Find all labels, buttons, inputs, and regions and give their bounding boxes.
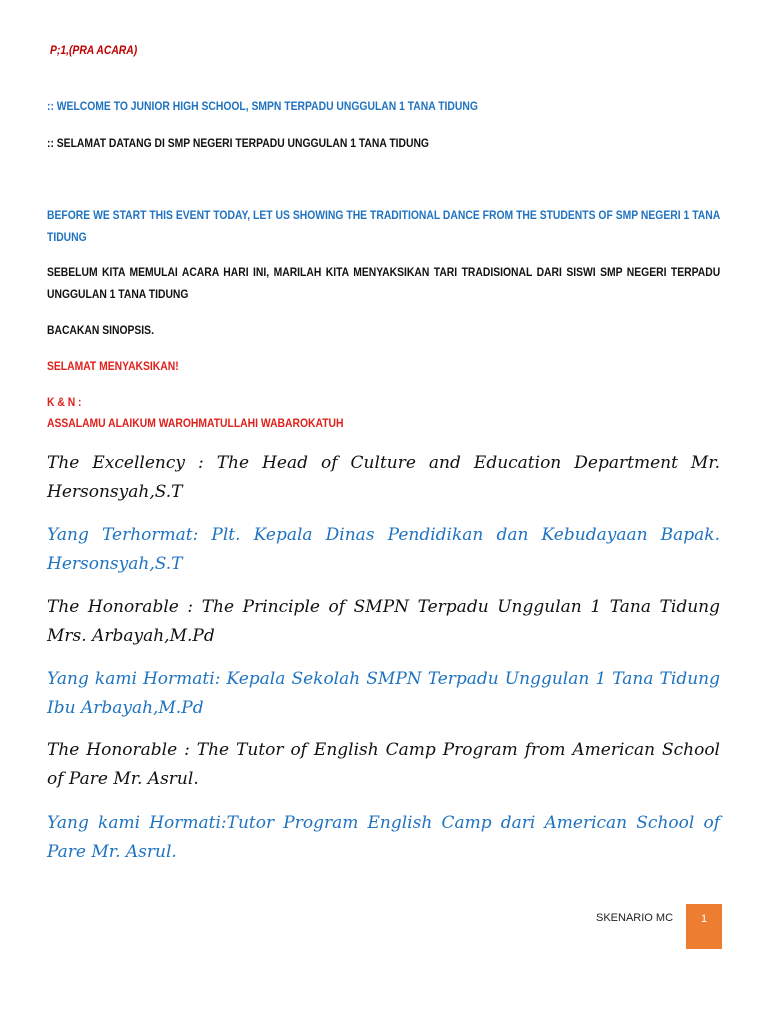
welcome-indonesian: :: SELAMAT DATANG DI SMP NEGERI TERPADU UNGGULAN 1 TANA TIDUNG xyxy=(47,138,429,150)
greeting-indonesian-1: Yang Terhormat: Plt. Kepala Dinas Pendidikan dan Kebudayaan Bapak. Hersonsyah,S.T xyxy=(47,525,720,574)
footer-label: SKENARIO MC xyxy=(596,912,674,924)
greeting-english-3: The Honorable : The Tutor of English Camp Program from American School of Pare Mr. Asrul. xyxy=(47,740,720,789)
salam-text: ASSALAMU ALAIKUM WAROHMATULLAHI WABAROKATUH xyxy=(47,418,344,430)
greeting-indonesian-2: Yang kami Hormati: Kepala Sekolah SMPN Terpadu Unggulan 1 Tana Tidung Ibu Arbayah,M.Pd xyxy=(47,669,720,718)
synopsis-instruction: BACAKAN SINOPSIS. xyxy=(47,325,154,337)
section-heading: P;1,(PRA ACARA) xyxy=(50,45,138,57)
intro-indonesian: SEBELUM KITA MEMULAI ACARA HARI INI, MARILAH KITA MENYAKSIKAN TARI TRADISIONAL DARI SISWI SMP NEGERI TERPADU UNGGULAN 1 TANA TIDUNG xyxy=(47,267,721,301)
welcome-english: :: WELCOME TO JUNIOR HIGH SCHOOL, SMPN TERPADU UNGGULAN 1 TANA TIDUNG xyxy=(47,101,478,113)
kn-label: K & N : xyxy=(47,397,82,409)
enjoy-text: SELAMAT MENYAKSIKAN! xyxy=(47,361,179,373)
greeting-english-2: The Honorable : The Principle of SMPN Terpadu Unggulan 1 Tana Tidung Mrs. Arbayah,M.Pd xyxy=(47,597,720,646)
greeting-english-1: The Excellency : The Head of Culture and Education Department Mr. Hersonsyah,S.T xyxy=(47,453,720,502)
greeting-indonesian-3: Yang kami Hormati:Tutor Program English Camp dari American School of Pare Mr. Asrul. xyxy=(47,813,720,862)
intro-english: BEFORE WE START THIS EVENT TODAY, LET US SHOWING THE TRADITIONAL DANCE FROM THE STUDENTS OF SMP NEGERI 1 TANA TIDUNG xyxy=(47,210,721,244)
page-number: 1 xyxy=(686,904,722,949)
